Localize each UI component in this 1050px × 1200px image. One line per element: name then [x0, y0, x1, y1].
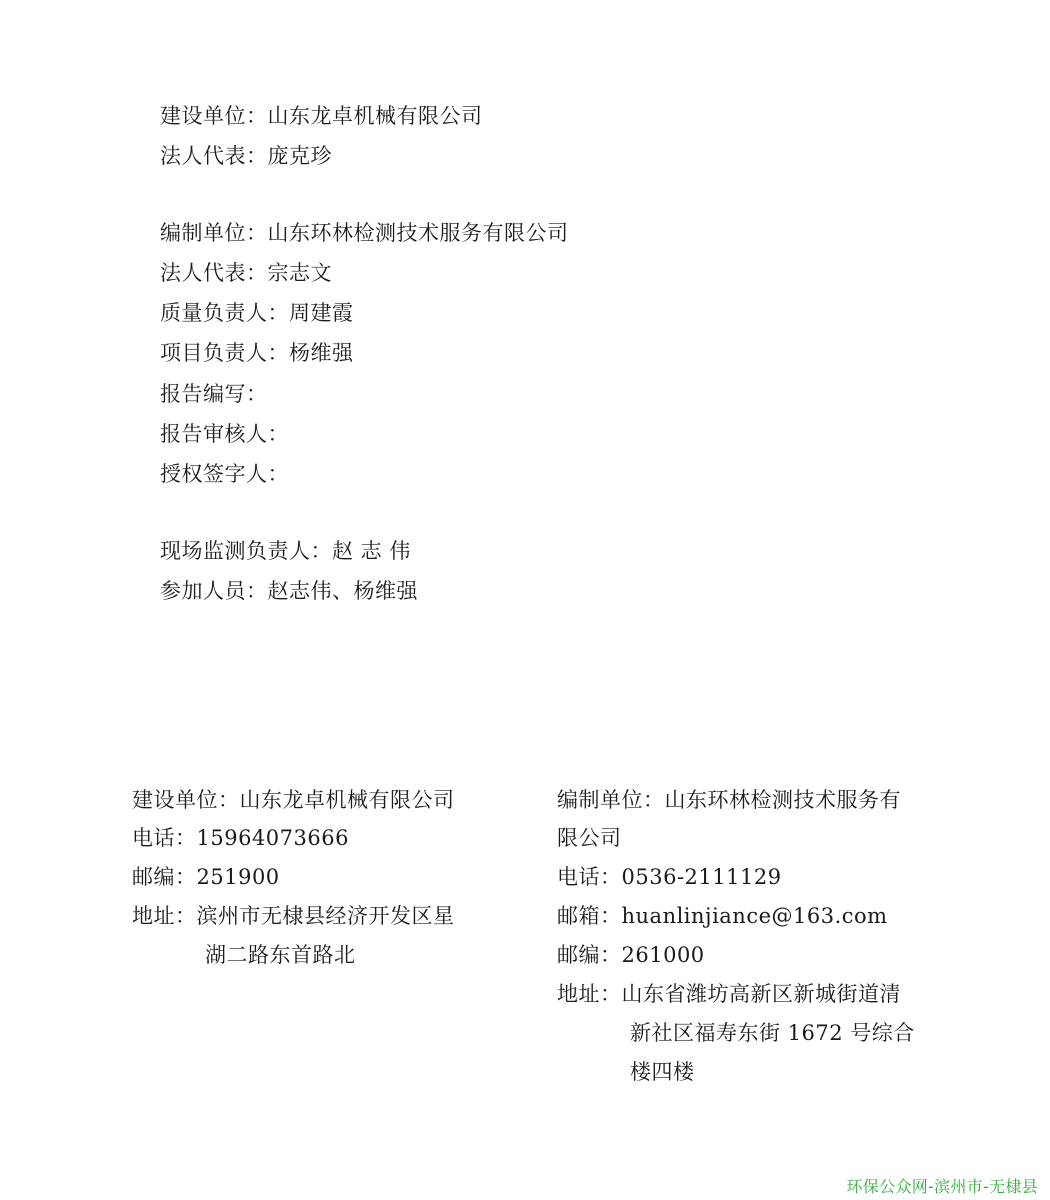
report-reviewer: 报告审核人： — [160, 422, 289, 446]
footer-left-phone: 电话：15964073666 — [132, 826, 349, 850]
construction-legal-rep: 法人代表：庞克珍 — [160, 144, 332, 168]
footer-right-unit-line2: 限公司 — [557, 826, 622, 850]
quality-lead: 质量负责人：周建霞 — [160, 301, 354, 325]
authorized-signatory: 授权签字人： — [160, 462, 289, 486]
footer-right-address-line1: 地址：山东省潍坊高新区新城街道清 — [557, 982, 901, 1006]
field-monitoring-lead: 现场监测负责人：赵 志 伟 — [160, 539, 411, 563]
compiling-legal-rep: 法人代表：宗志文 — [160, 261, 332, 285]
footer-left-unit: 建设单位：山东龙卓机械有限公司 — [132, 788, 455, 812]
participants: 参加人员：赵志伟、杨维强 — [160, 579, 418, 603]
footer-left-address-line2: 湖二路东首路北 — [205, 943, 356, 967]
report-writer: 报告编写： — [160, 382, 268, 406]
project-lead: 项目负责人：杨维强 — [160, 341, 354, 365]
footer-right-unit-line1: 编制单位：山东环林检测技术服务有 — [557, 788, 901, 812]
footer-right-phone: 电话：0536-2111129 — [557, 865, 782, 889]
footer-right-address-line2: 新社区福寿东街 1672 号综合 — [630, 1021, 915, 1045]
footer-left-address-line1: 地址：滨州市无棣县经济开发区星 — [132, 904, 455, 928]
footer-right-address-line3: 楼四楼 — [630, 1060, 695, 1084]
compiling-unit: 编制单位：山东环林检测技术服务有限公司 — [160, 221, 569, 245]
footer-right-postcode: 邮编：261000 — [557, 943, 705, 967]
footer-right-email: 邮箱：huanlinjiance@163.com — [557, 904, 888, 928]
construction-unit: 建设单位：山东龙卓机械有限公司 — [160, 104, 483, 128]
site-watermark: 环保公众网-滨州市-无棣县 — [846, 1177, 1038, 1196]
footer-left-postcode: 邮编：251900 — [132, 865, 280, 889]
